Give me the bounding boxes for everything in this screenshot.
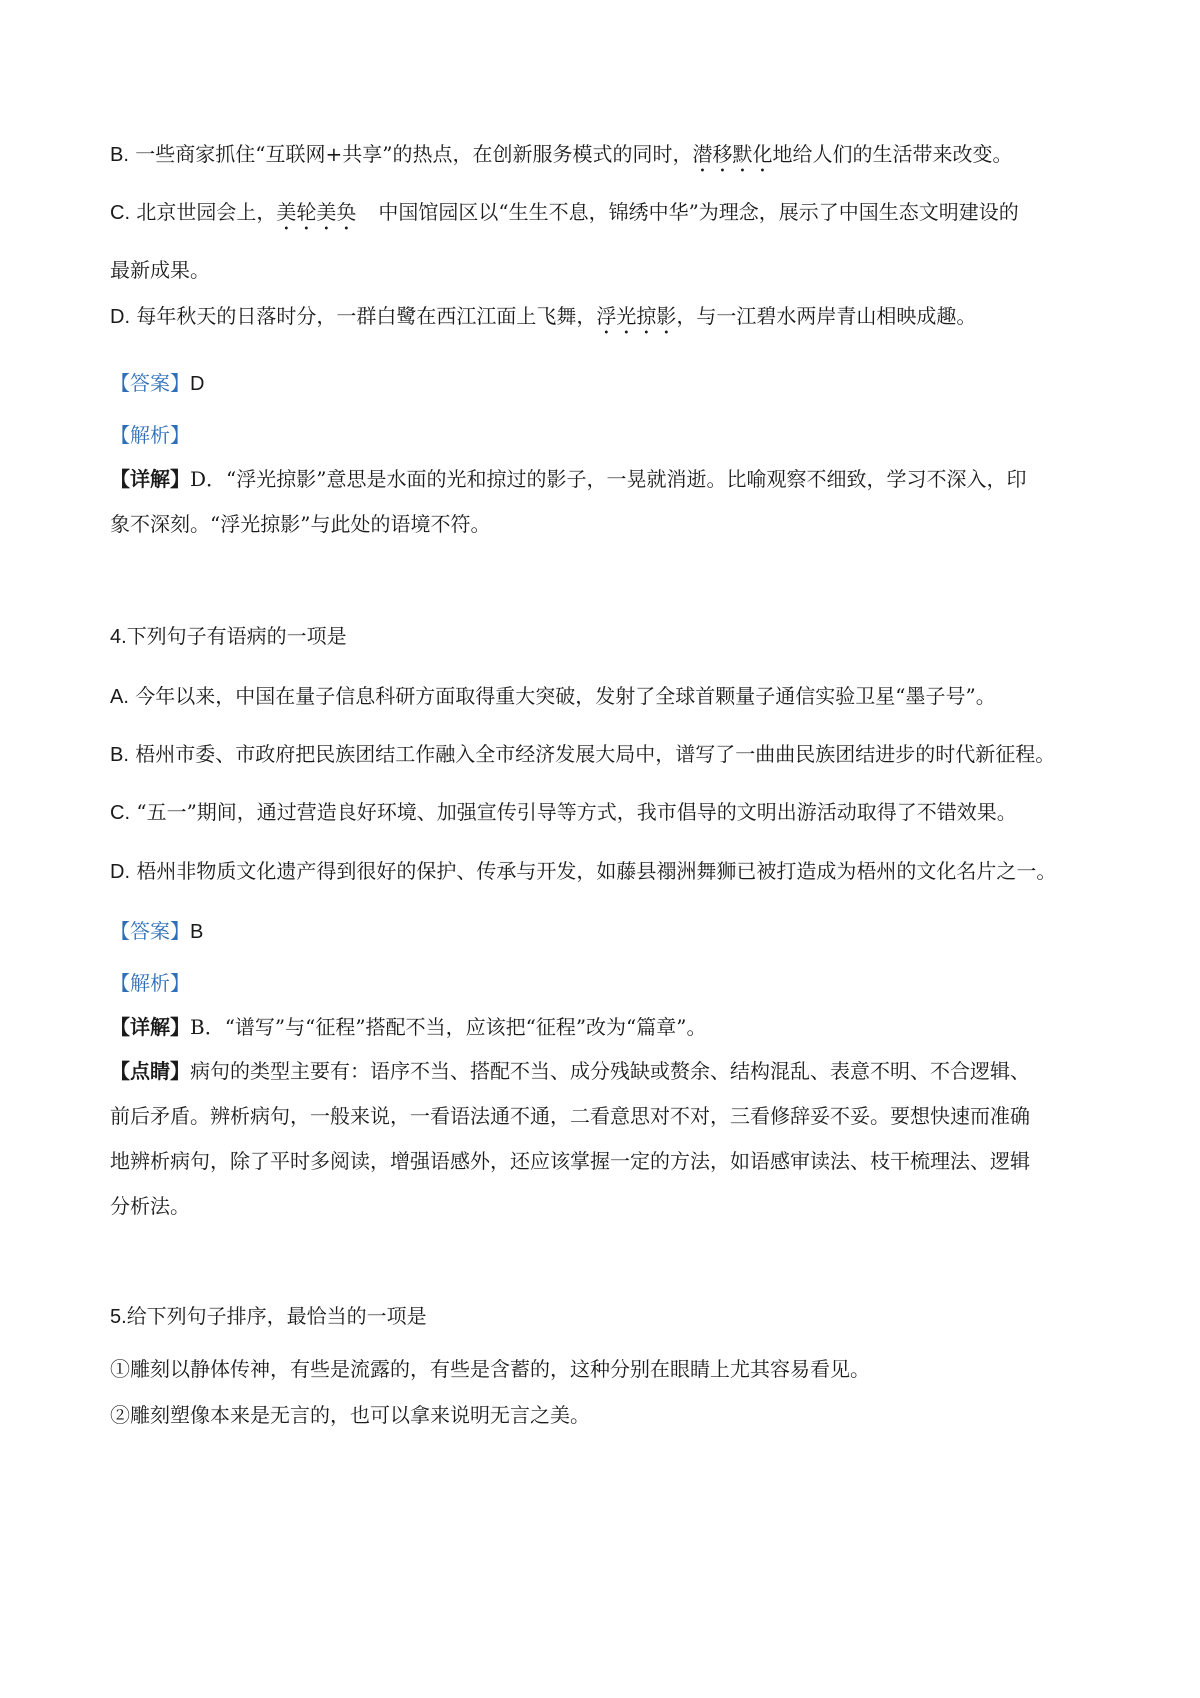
option-letter: A. bbox=[110, 686, 129, 708]
q3-option-d bbox=[110, 302, 1100, 339]
q3-option-b bbox=[110, 140, 1100, 177]
detail-label: 【详解】 bbox=[110, 1015, 190, 1039]
q3-option-c bbox=[110, 198, 1100, 235]
question-number: 5. bbox=[110, 1306, 127, 1328]
option-text: 每年秋天的日落时分，一群白鹭在西江江面上飞舞， bbox=[136, 304, 597, 328]
option-text: 中国馆园区以“生生不息，锦绣中华”为理念，展示了中国生态文明建设的 bbox=[378, 200, 1019, 224]
option-letter: B. bbox=[110, 144, 129, 166]
q3-analysis bbox=[110, 421, 1100, 449]
q5-stem bbox=[110, 1302, 1100, 1331]
sentence-text: ②雕刻塑像本来是无言的，也可以拿来说明无言之美。 bbox=[110, 1403, 590, 1427]
q3-detail-line-1 bbox=[110, 465, 1100, 493]
analysis-label: 【解析】 bbox=[110, 423, 190, 447]
q4-tip-line-2 bbox=[110, 1102, 1100, 1130]
option-text: 地给人们的生活带来改变。 bbox=[772, 142, 1013, 166]
question-number: 4. bbox=[110, 626, 127, 648]
answer-label: 【答案】 bbox=[110, 371, 190, 395]
option-text: “五一”期间，通过营造良好环境、加强宣传引导等方式，我市倡导的文明出游活动取得了不错效果。 bbox=[136, 800, 1017, 824]
option-text: ，与一江碧水两岸青山相映成趣。 bbox=[676, 304, 977, 328]
tip-text: 前后矛盾。辨析病句，一般来说，一看语法通不通，二看意思对不对，三看修辞妥不妥。要想快速而准确 bbox=[110, 1104, 1030, 1128]
emphasized-idiom: 美轮美奂 bbox=[276, 200, 357, 224]
q4-analysis bbox=[110, 969, 1100, 997]
answer-value: D bbox=[190, 373, 205, 395]
q3-answer bbox=[110, 369, 1100, 398]
detail-text: B．“谱写”与“征程”搭配不当，应该把“征程”改为“篇章”。 bbox=[190, 1015, 707, 1039]
q3-option-c-cont bbox=[110, 256, 1100, 284]
option-text: 梧州市委、市政府把民族团结工作融入全市经济发展大局中，谱写了一曲曲民族团结进步的时代新征程。 bbox=[135, 742, 1056, 766]
answer-label: 【答案】 bbox=[110, 919, 190, 943]
question-stem: 给下列句子排序，最恰当的一项是 bbox=[126, 1304, 427, 1328]
q5-sentence-1 bbox=[110, 1355, 1100, 1383]
detail-text: D．“浮光掠影”意思是水面的光和掠过的影子，一晃就消逝。比喻观察不细致，学习不深入，印 bbox=[190, 467, 1027, 491]
option-text: 一些商家抓住“互联网+共享”的热点，在创新服务模式的同时， bbox=[135, 142, 693, 166]
detail-label: 【详解】 bbox=[110, 467, 190, 491]
option-text: 今年以来，中国在量子信息科研方面取得重大突破，发射了全球首颗量子通信实验卫星“墨子号”。 bbox=[135, 684, 996, 708]
option-letter: D. bbox=[110, 861, 130, 883]
q4-detail bbox=[110, 1013, 1100, 1041]
option-text-continued: 最新成果。 bbox=[110, 258, 210, 282]
tip-label: 【点睛】 bbox=[110, 1059, 190, 1083]
q4-tip-line-3 bbox=[110, 1147, 1100, 1175]
sentence-text: ①雕刻以静体传神，有些是流露的，有些是含蓄的，这种分别在眼睛上尤其容易看见。 bbox=[110, 1357, 870, 1381]
tip-text: 地辨析病句，除了平时多阅读，增强语感外，还应该掌握一定的方法，如语感审读法、枝干梳理法、逻辑 bbox=[110, 1149, 1030, 1173]
analysis-label: 【解析】 bbox=[110, 971, 190, 995]
option-text: 北京世园会上， bbox=[136, 200, 277, 224]
tip-text: 分析法。 bbox=[110, 1194, 190, 1218]
tip-text: 病句的类型主要有：语序不当、搭配不当、成分残缺或赘余、结构混乱、表意不明、不合逻辑、 bbox=[190, 1059, 1030, 1083]
option-letter: B. bbox=[110, 744, 129, 766]
emphasized-idiom: 潜移默化 bbox=[692, 142, 773, 166]
option-letter: D. bbox=[110, 306, 130, 328]
option-letter: C. bbox=[110, 202, 130, 224]
q4-option-b bbox=[110, 740, 1100, 769]
q4-option-c bbox=[110, 798, 1100, 827]
q3-detail-line-2 bbox=[110, 510, 1100, 538]
emphasized-idiom: 浮光掠影 bbox=[596, 304, 677, 328]
answer-value: B bbox=[190, 921, 204, 943]
question-stem: 下列句子有语病的一项是 bbox=[126, 624, 347, 648]
q4-option-d bbox=[110, 857, 1100, 886]
q4-tip-line-1 bbox=[110, 1057, 1100, 1085]
option-letter: C. bbox=[110, 802, 130, 824]
q4-tip-line-4 bbox=[110, 1192, 1100, 1220]
detail-text: 象不深刻。“浮光掠影”与此处的语境不符。 bbox=[110, 512, 491, 536]
q4-answer bbox=[110, 917, 1100, 946]
q4-stem bbox=[110, 622, 1100, 651]
q4-option-a bbox=[110, 682, 1100, 711]
q5-sentence-2 bbox=[110, 1401, 1100, 1429]
option-text: 梧州非物质文化遗产得到很好的保护、传承与开发，如藤县禤洲舞狮已被打造成为梧州的文化名片之一。 bbox=[136, 859, 1057, 883]
